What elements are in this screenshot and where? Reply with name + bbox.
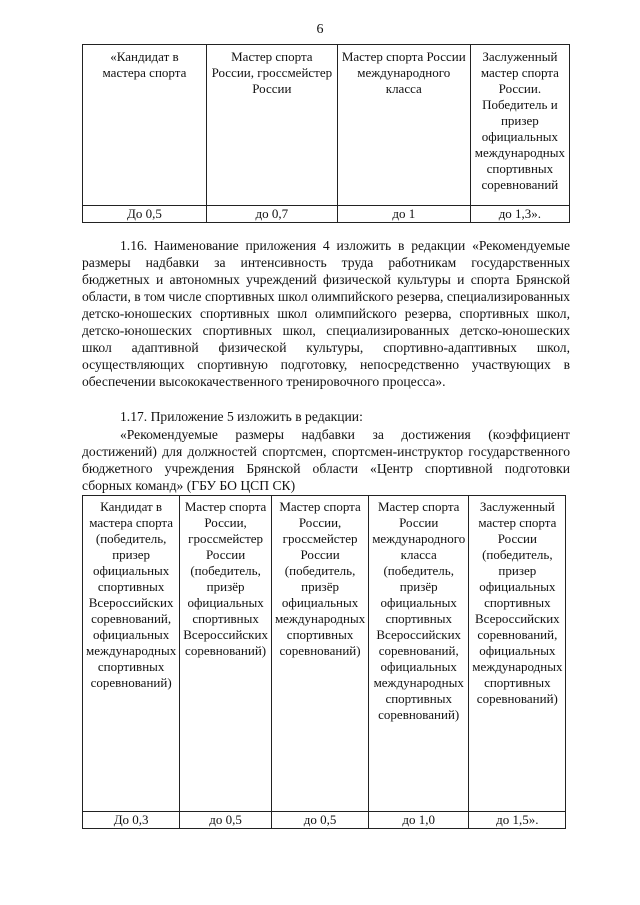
table-header-cell: Мастер спорта России, гроссмейстер России (победитель, призёр официальных спортивных Всероссийских соревнований) xyxy=(180,496,272,812)
table-cell: до 0,5 xyxy=(180,812,272,829)
table-header-cell: Кандидат в мастера спорта (победитель, призер официальных спортивных Всероссийских соревнований, официальных международных спортивных соревнований) xyxy=(83,496,180,812)
table-header-cell: Мастер спорта России международного класса xyxy=(337,45,470,206)
table-cell: до 0,7 xyxy=(206,206,337,223)
achievement-coefficient-table xyxy=(82,495,566,829)
table-header-cell: Мастер спорта России международного класса (победитель, призёр официальных спортивных Всероссийских соревнований, официальных международных спортивных соревнований) xyxy=(369,496,469,812)
table-cell: до 1 xyxy=(337,206,470,223)
table-header-cell: «Кандидат в мастера спорта xyxy=(83,45,207,206)
table-cell: до 1,0 xyxy=(369,812,469,829)
table-cell: До 0,5 xyxy=(83,206,207,223)
table-cell: До 0,3 xyxy=(83,812,180,829)
table-header-row xyxy=(83,496,566,812)
table-row xyxy=(83,206,570,223)
table-cell: до 0,5 xyxy=(271,812,368,829)
table-header-cell: Заслуженный мастер спорта России. Победитель и призер официальных международных спортивных соревнований xyxy=(470,45,569,206)
table-row xyxy=(83,812,566,829)
paragraph-1-16: 1.16. Наименование приложения 4 изложить в редакции «Рекомендуемые размеры надбавки за интенсивность труда работникам государственных бюджетных и автономных учреждений физической культуры и спорта Брянской области, в том числе спортивных школ олимпийского резерва, специализированных детско-юношеских спортивных школ олимпийского резерва, спортивных школ, детско-юношеских спортивных школ, специализированных детско-юношеских школ адаптивной физической культуры, спортивно-адаптивных школ, осуществляющих спортивную подготовку, непосредственно участвующих в обеспечении высококачественного тренировочного процесса». xyxy=(82,238,570,389)
table-header-cell: Мастер спорта России, гроссмейстер России (победитель, призёр официальных международных спортивных соревнований) xyxy=(271,496,368,812)
paragraph-appendix-5-title: «Рекомендуемые размеры надбавки за достижения (коэффициент достижений) для должностей спортсмен, спортсмен-инструктор государственного бюджетного учреждения Брянской области «Центр спортивной подготовки сборных команд» (ГБУ БО ЦСП СК) xyxy=(82,427,570,493)
page-number: 6 xyxy=(316,22,324,37)
rank-coefficient-table xyxy=(82,44,570,223)
table-header-row xyxy=(83,45,570,206)
paragraph-1-17: 1.17. Приложение 5 изложить в редакции: xyxy=(120,409,363,424)
table-header-cell: Заслуженный мастер спорта России (победитель, призер официальных спортивных Всероссийских соревнований, официальных международных спортивных соревнований) xyxy=(469,496,566,812)
table-header-cell: Мастер спорта России, гроссмейстер России xyxy=(206,45,337,206)
table-cell: до 1,3». xyxy=(470,206,569,223)
table-cell: до 1,5». xyxy=(469,812,566,829)
